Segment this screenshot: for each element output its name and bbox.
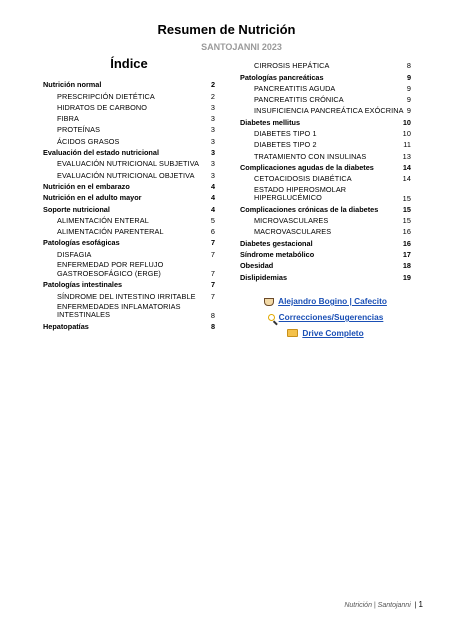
toc-subsection-entry[interactable] xyxy=(43,227,215,236)
toc-entry-page: 9 xyxy=(406,95,411,105)
toc-subsection-entry[interactable] xyxy=(43,159,215,168)
document-subtitle: SANTOJANNI 2023 xyxy=(201,42,282,52)
toc-entry-label: ESTADO HIPEROSMOLAR HIPERGLUCÉMICO xyxy=(254,184,347,203)
toc-entry-page: 9 xyxy=(406,72,411,82)
toc-entry-page: 7 xyxy=(210,269,215,279)
toc-entry-label: ÁCIDOS GRASOS xyxy=(57,136,120,146)
drive-link[interactable]: Drive Completo xyxy=(302,328,364,338)
toc-entry-label: HIDRATOS DE CARBONO xyxy=(57,102,148,112)
toc-entry-page: 13 xyxy=(402,151,411,161)
toc-entry-page: 14 xyxy=(402,162,411,172)
toc-entry-label: CETOACIDOSIS DIABÉTICA xyxy=(254,174,352,184)
toc-entry-page: 5 xyxy=(210,215,215,225)
toc-section-entry[interactable] xyxy=(240,118,411,127)
toc-entry-label: PANCREATITIS AGUDA xyxy=(254,83,336,93)
toc-entry-page: 10 xyxy=(402,129,411,139)
toc-entry-page: 8 xyxy=(210,322,215,332)
toc-entry-label: Nutrición normal xyxy=(43,80,102,90)
toc-entry-page: 15 xyxy=(402,216,411,226)
toc-entry-label: PROTEÍNAS xyxy=(57,125,101,135)
toc-entry-label: Complicaciones crónicas de la diabetes xyxy=(240,204,379,214)
toc-entry-label: Nutrición en el embarazo xyxy=(43,181,130,191)
footer-separator: | xyxy=(414,602,417,609)
toc-entry-label: PANCREATITIS CRÓNICA xyxy=(254,95,344,105)
toc-entry-page: 3 xyxy=(210,125,215,135)
toc-entry-page: 16 xyxy=(402,238,411,248)
toc-entry-page: 11 xyxy=(403,140,411,150)
toc-entry-page: 8 xyxy=(406,61,411,71)
toc-entry-page: 3 xyxy=(210,102,215,112)
toc-entry-label: Hepatopatías xyxy=(43,322,89,332)
toc-section-entry[interactable] xyxy=(240,73,411,82)
toc-section-entry[interactable] xyxy=(240,205,411,214)
link-row-drive xyxy=(240,328,411,338)
toc-subsection-entry[interactable] xyxy=(240,186,411,203)
toc-entry-page: 6 xyxy=(210,227,215,237)
toc-subsection-entry[interactable] xyxy=(43,250,215,259)
toc-entry-label: Diabetes gestacional xyxy=(240,238,313,248)
toc-entry-label: Soporte nutricional xyxy=(43,204,110,214)
toc-entry-page: 3 xyxy=(210,148,215,158)
page-number: 1 xyxy=(418,600,423,609)
toc-entry-label: ENFERMEDAD POR REFLUJO GASTROESOFÁGICO (ERGE) xyxy=(57,260,164,278)
toc-entry-label: FIBRA xyxy=(57,114,79,124)
corrections-link[interactable]: Correcciones/Sugerencias xyxy=(278,312,384,322)
toc-section-entry[interactable] xyxy=(240,239,411,248)
toc-right-column xyxy=(240,59,411,284)
toc-subsection-entry[interactable] xyxy=(240,61,411,70)
toc-entry-label: PRESCRIPCIÓN DIETÉTICA xyxy=(57,91,155,101)
toc-subsection-entry[interactable] xyxy=(43,114,215,123)
toc-entry-label: Síndrome metabólico xyxy=(240,250,315,260)
toc-entry-label: ALIMENTACIÓN PARENTERAL xyxy=(57,227,164,237)
toc-entry-label: CIRROSIS HEPÁTICA xyxy=(254,61,330,71)
toc-entry-page: 7 xyxy=(210,280,215,290)
footer-text: Nutrición | Santojanni xyxy=(344,602,411,609)
toc-entry-label: EVALUACIÓN NUTRICIONAL SUBJETIVA xyxy=(57,159,200,169)
toc-subsection-entry[interactable] xyxy=(240,140,411,149)
toc-section-entry[interactable] xyxy=(43,322,215,331)
toc-entry-label: DIABETES TIPO 2 xyxy=(254,140,317,150)
link-row-corrections xyxy=(240,312,411,322)
toc-entry-page: 4 xyxy=(210,193,215,203)
toc-entry-page: 3 xyxy=(210,159,215,169)
toc-subsection-entry[interactable] xyxy=(43,261,215,278)
magnifier-icon xyxy=(268,314,275,321)
toc-entry-page: 10 xyxy=(402,117,411,127)
toc-entry-label: Diabetes mellitus xyxy=(240,117,301,127)
toc-entry-label: Obesidad xyxy=(240,261,274,271)
document-title: Resumen de Nutrición xyxy=(157,22,296,37)
toc-subsection-entry[interactable] xyxy=(240,174,411,183)
toc-subsection-entry[interactable] xyxy=(240,216,411,225)
toc-entry-page: 3 xyxy=(210,114,215,124)
toc-entry-label: Evaluación del estado nutricional xyxy=(43,148,159,158)
toc-entry-label: INSUFICIENCIA PANCREÁTICA EXÓCRINA xyxy=(254,106,404,116)
toc-subsection-entry[interactable] xyxy=(43,103,215,112)
toc-subsection-entry[interactable] xyxy=(43,303,215,320)
toc-entry-label: Dislipidemias xyxy=(240,272,288,282)
toc-entry-page: 15 xyxy=(402,204,411,214)
toc-section-entry[interactable] xyxy=(43,80,215,89)
folder-icon xyxy=(287,329,298,337)
toc-subsection-entry[interactable] xyxy=(43,171,215,180)
toc-entry-page: 2 xyxy=(210,91,215,101)
toc-entry-page: 3 xyxy=(210,170,215,180)
link-row-cafecito xyxy=(240,296,411,306)
toc-section-entry[interactable] xyxy=(240,273,411,282)
toc-entry-page: 3 xyxy=(210,136,215,146)
toc-entry-page: 7 xyxy=(210,249,215,259)
toc-entry-page: 16 xyxy=(402,227,411,237)
toc-entry-label: Patologías intestinales xyxy=(43,280,123,290)
toc-section-entry[interactable] xyxy=(43,280,215,289)
toc-entry-page: 8 xyxy=(210,310,215,320)
toc-entry-page: 7 xyxy=(210,238,215,248)
toc-entry-label: ALIMENTACIÓN ENTERAL xyxy=(57,215,149,225)
toc-entry-label: Patologías esofágicas xyxy=(43,238,120,248)
toc-entry-label: Patologías pancreáticas xyxy=(240,72,324,82)
toc-left-column xyxy=(43,78,215,334)
toc-entry-page: 7 xyxy=(210,291,215,301)
toc-entry-label: MICROVASCULARES xyxy=(254,216,329,226)
toc-section-entry[interactable] xyxy=(43,148,215,157)
toc-entry-page: 4 xyxy=(210,204,215,214)
toc-entry-page: 18 xyxy=(402,261,411,271)
toc-subsection-entry[interactable] xyxy=(43,137,215,146)
toc-subsection-entry[interactable] xyxy=(43,125,215,134)
toc-entry-label: DISFAGIA xyxy=(57,249,92,259)
toc-subsection-entry[interactable] xyxy=(240,129,411,138)
page-footer xyxy=(344,600,423,609)
coffee-cup-icon xyxy=(264,298,274,306)
toc-entry-page: 2 xyxy=(210,80,215,90)
toc-entry-page: 4 xyxy=(210,181,215,191)
cafecito-link[interactable]: Alejandro Bogino | Cafecito xyxy=(278,296,387,306)
links-section xyxy=(240,296,411,344)
toc-subsection-entry[interactable] xyxy=(240,95,411,104)
toc-subsection-entry[interactable] xyxy=(43,92,215,101)
index-heading: Índice xyxy=(110,56,148,71)
toc-entry-label: TRATAMIENTO CON INSULINAS xyxy=(254,151,367,161)
toc-section-entry[interactable] xyxy=(43,182,215,191)
toc-subsection-entry[interactable] xyxy=(43,292,215,301)
toc-entry-label: DIABETES TIPO 1 xyxy=(254,129,317,139)
toc-entry-label: SÍNDROME DEL INTESTINO IRRITABLE xyxy=(57,291,196,301)
toc-section-entry[interactable] xyxy=(240,261,411,270)
toc-section-entry[interactable] xyxy=(43,205,215,214)
toc-subsection-entry[interactable] xyxy=(43,216,215,225)
toc-entry-label: MACROVASCULARES xyxy=(254,227,332,237)
toc-entry-page: 19 xyxy=(402,272,411,282)
toc-entry-page: 9 xyxy=(406,106,411,116)
toc-section-entry[interactable] xyxy=(240,250,411,259)
toc-entry-label: EVALUACIÓN NUTRICIONAL OBJETIVA xyxy=(57,170,195,180)
toc-entry-page: 17 xyxy=(402,250,411,260)
toc-subsection-entry[interactable] xyxy=(240,152,411,161)
toc-section-entry[interactable] xyxy=(43,238,215,247)
toc-subsection-entry[interactable] xyxy=(240,106,411,115)
toc-subsection-entry[interactable] xyxy=(240,227,411,236)
toc-subsection-entry[interactable] xyxy=(240,84,411,93)
toc-entry-page: 15 xyxy=(402,193,411,203)
toc-entry-label: Nutrición en el adulto mayor xyxy=(43,193,142,203)
toc-entry-page: 9 xyxy=(406,83,411,93)
toc-section-entry[interactable] xyxy=(240,163,411,172)
toc-section-entry[interactable] xyxy=(43,193,215,202)
toc-entry-label: ENFERMEDADES INFLAMATORIAS INTESTINALES xyxy=(57,301,181,320)
toc-entry-label: Complicaciones agudas de la diabetes xyxy=(240,162,374,172)
toc-entry-page: 14 xyxy=(402,174,411,184)
